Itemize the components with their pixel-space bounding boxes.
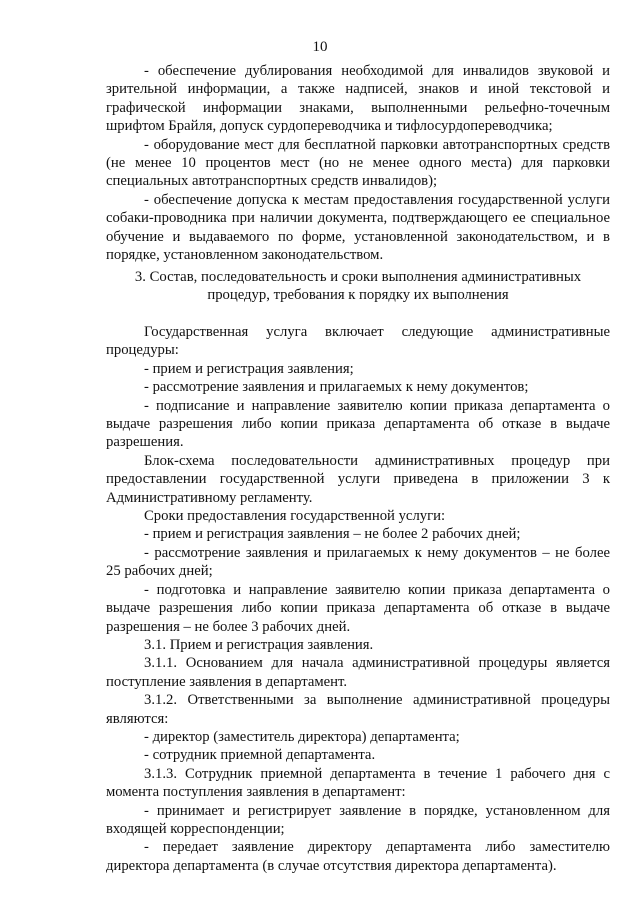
paragraph: - сотрудник приемной департамента. — [144, 747, 376, 764]
paragraph: 3.1. Прием и регистрация заявления. — [144, 636, 374, 653]
page-number: 10 — [312, 39, 328, 55]
section-heading — [106, 268, 610, 305]
paragraph: - подписание и направление заявителю копии приказа департамента о выдаче разрешения либо копии приказа департамента об отказе в выдаче разрешения. — [106, 397, 610, 451]
section-heading-line: 3. Состав, последовательность и сроки выполнения административных — [134, 269, 582, 285]
paragraph: Сроки предоставления государственной услуги: — [144, 508, 446, 525]
paragraph: Государственная услуга включает следующие административные процедуры: — [106, 324, 610, 359]
paragraph: Блок-схема последовательности административных процедур при предоставлении государственной услуги приведена в приложении 3 к Административному регламенту. — [106, 452, 610, 506]
paragraph: - прием и регистрация заявления – не более 2 рабочих дней; — [144, 526, 521, 543]
paragraph: - директор (заместитель директора) департамента; — [144, 728, 460, 745]
paragraph: - обеспечение допуска к местам предоставления государственной услуги собаки-проводника при наличии документа, подтверждающего ее специальное обучение и выдаваемого по форме, установленной законодательством, и в порядке, установленном законодательством. — [106, 191, 610, 264]
paragraph: - подготовка и направление заявителю копии приказа департамента о выдаче разрешения либо копии приказа департамента об отказе в выдаче разрешения – не более 3 рабочих дней. — [106, 581, 610, 635]
paragraph: - прием и регистрация заявления; — [144, 360, 354, 377]
paragraph: - принимает и регистрирует заявление в порядке, установленном для входящей корреспонденции; — [106, 802, 610, 837]
paragraph: - оборудование мест для бесплатной парковки автотранспортных средств (не менее 10 процентов мест (но не менее одного места) для парковки специальных автотранспортных средств инвалидов); — [106, 136, 610, 190]
section-heading-line: процедур, требования к порядку их выполнения — [207, 287, 509, 304]
paragraph: - обеспечение дублирования необходимой для инвалидов звуковой и зрительной информации, а также надписей, знаков и иной текстовой и графической информации знаками, выполненными рельефно-точечным шрифтом Брайля, допуск сурдопереводчика и тифлосурдопереводчика; — [106, 63, 610, 135]
section-body — [106, 323, 610, 875]
paragraph: - рассмотрение заявления и прилагаемых к нему документов; — [144, 379, 529, 396]
paragraph: - рассмотрение заявления и прилагаемых к нему документов – не более 25 рабочих дней; — [106, 544, 610, 580]
paragraph: 3.1.1. Основанием для начала административной процедуры является поступление заявления в департамент. — [106, 655, 610, 690]
paragraph: - передает заявление директору департамента либо заместителю директора департамента (в случае отсутствия директора департамента). — [106, 839, 610, 874]
paragraph: 3.1.3. Сотрудник приемной департамента в течение 1 рабочего дня с момента поступления заявления в департамент: — [106, 765, 610, 801]
paragraph: 3.1.2. Ответственными за выполнение административной процедуры являются: — [106, 692, 610, 727]
requirements-list — [106, 62, 610, 264]
